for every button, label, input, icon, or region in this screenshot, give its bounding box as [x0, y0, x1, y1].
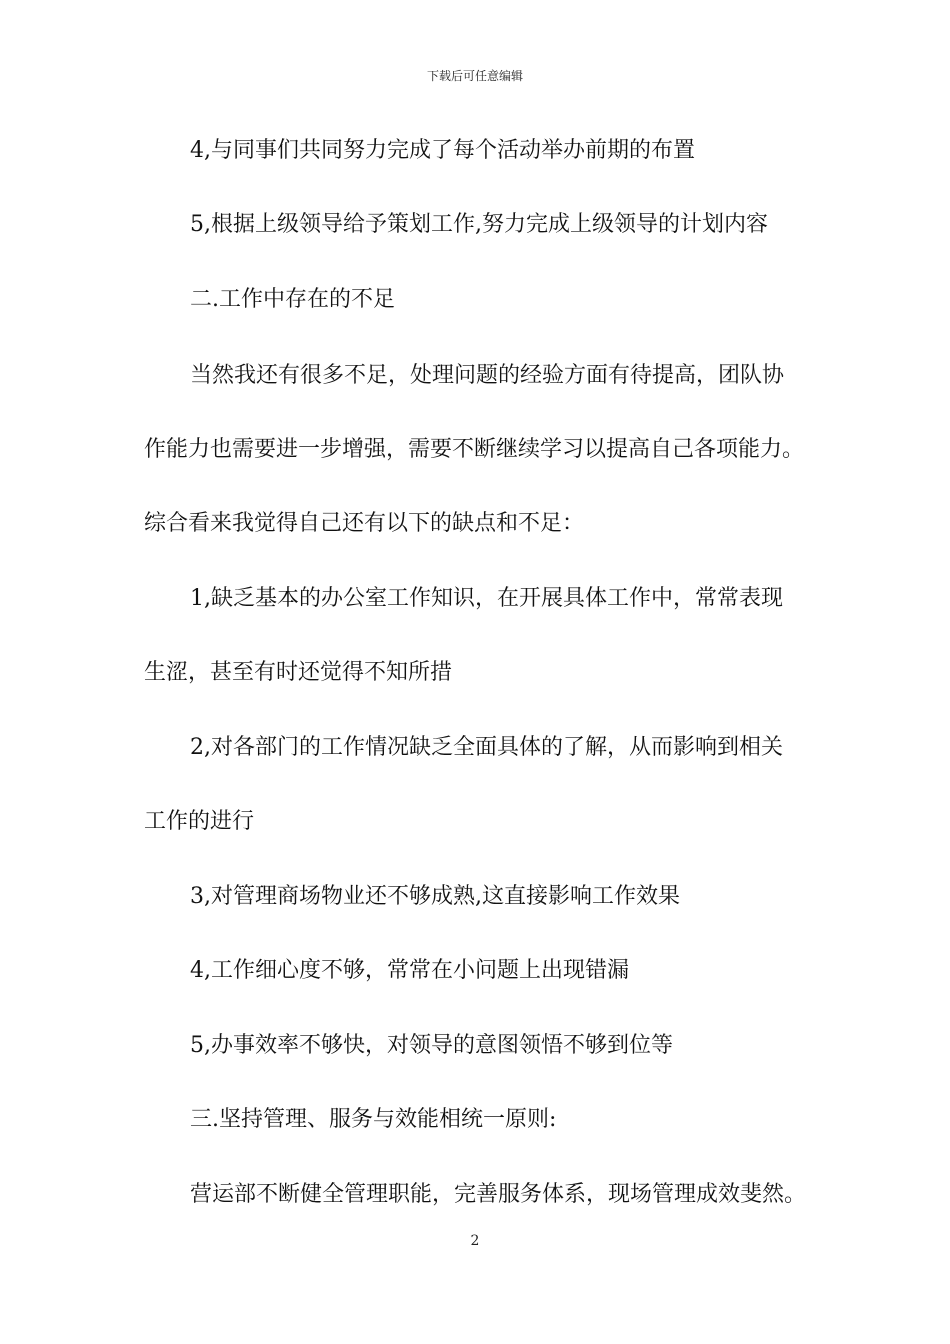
- text-line-12: 4,工作细心度不够，常常在小问题上出现错漏: [190, 958, 629, 983]
- text-line-10: 工作的进行: [144, 809, 255, 834]
- text-line-7: 1,缺乏基本的办公室工作知识，在开展具体工作中，常常表现: [190, 586, 783, 611]
- section-heading-3: 三.坚持管理、服务与效能相统一原则:: [190, 1107, 557, 1132]
- text-line-13: 5,办事效率不够快，对领导的意图领悟不够到位等: [190, 1033, 673, 1058]
- page-header: 下载后可任意编辑: [426, 69, 523, 83]
- text-line-9: 2,对各部门的工作情况缺乏全面具体的了解，从而影响到相关: [190, 735, 783, 760]
- section-heading-2: 二.工作中存在的不足: [190, 287, 395, 312]
- text-line-8: 生涩，甚至有时还觉得不知所措: [144, 660, 453, 685]
- text-line-6: 综合看来我觉得自己还有以下的缺点和不足：: [144, 511, 585, 536]
- text-line-4: 当然我还有很多不足，处理问题的经验方面有待提高，团队协: [190, 363, 785, 388]
- text-line-11: 3,对管理商场物业还不够成熟,这直接影响工作效果: [190, 884, 680, 909]
- text-line-1: 4,与同事们共同努力完成了每个活动举办前期的布置: [190, 138, 695, 163]
- text-line-2: 5,根据上级领导给予策划工作,努力完成上级领导的计划内容: [190, 212, 768, 237]
- text-line-15: 营运部不断健全管理职能，完善服务体系，现场管理成效斐然。: [190, 1182, 807, 1207]
- text-line-5: 作能力也需要进一步增强，需要不断继续学习以提高自己各项能力。: [144, 437, 805, 462]
- page-number: 2: [470, 1233, 480, 1249]
